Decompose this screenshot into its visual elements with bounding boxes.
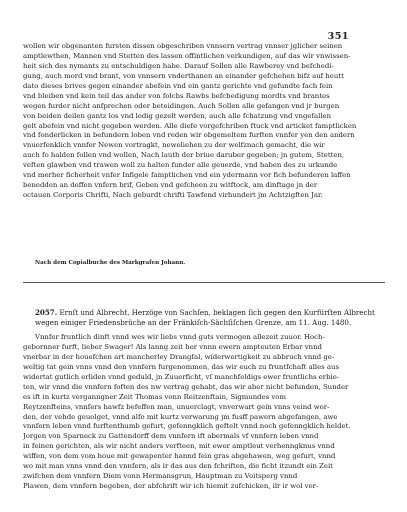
text-line: vnnfern leben vnnd furftenthumb gefurt, gefenngklich geftelt vnnd noch gefenngklich heldet.	[23, 422, 351, 431]
letter-body-continuation	[23, 42, 385, 201]
text-line: den, der vehde geuolget, vnnd alfo mit kurtz verwarung jm fusff pawern abgefangen, awe	[23, 412, 338, 421]
text-line: heit sich des nymants zu entschuldigen habe. Darauf Sollen alle Rawberey vnd befchedi-	[23, 61, 334, 70]
text-line: zwifchen dem vnnfern Diem vonn Hermansgrun, Hauptman zu Voitsperg vnnd	[23, 472, 298, 481]
text-line: widertat gutlich erliden vnnd geduld, jn Zuuerficht, vſ manchfeldigs ewer fruntlichs erbie-	[23, 372, 340, 381]
heading-line: wegen einiger Friedensbrüche an der Fränkiſch-Sächſiſchen Grenze, am 11. Aug. 1480.	[35, 317, 352, 327]
document-heading	[23, 308, 385, 328]
text-line: Jorgen von Sparneck zu Gattendorff dem vnnfern ift abermals vf vnnfern leben vnnd	[23, 432, 319, 441]
page-number: 351	[327, 31, 349, 42]
text-line: vnd fonderlicken in befundern loben vnd reden wir obgemeltem furften vnnfer yen den andern	[23, 131, 355, 140]
text-line: vnd bleiben vnd kein teil das ander von folchs Rawbs befchedigung mordts vnd brantes	[23, 91, 330, 100]
text-line: gung, auch mord vnd brant, von vnnsern vnderthanen an einander gefchehen bifz auf heutt	[23, 71, 344, 80]
text-line: weltig tat gein vnns vnnd den vnnfern furgenommen, das wir euch zu fruntfchaft alles aus	[23, 362, 339, 371]
text-line: Reytzenfteins, vnnfers hawfz befeffen man, unuerclagt, vnverwart gein vnns veind wor-	[23, 402, 330, 411]
text-line: amptlewthen, Mannen vnd Stetten des lassen offintlichen verkundigen, auf das wir vnwissen-	[23, 51, 351, 60]
text-line: benedden an deffen vnfern brif, Geben vnd gefcheen zu witftock, am dinftage jn der	[23, 181, 318, 190]
text-line: wollen wir obgenanten fursten dissen obgeschriben vnnsern vertrag vnnser jglicher seinen	[23, 42, 343, 50]
text-line: gelt abefein vnd nicht gegeben werden. Alle diefe vorgefchriben ftuck vnd articket famptlicken	[23, 121, 357, 130]
heading-text: Ernſt und Albrecht, Herzöge von Sachſen, beklagen ſich gegen den Kurfürſten Albrecht	[59, 308, 375, 317]
text-line: gebornner furft, lieber Swager! Als lanng zeit her vnnn ewern ampteuten Erbar vnnd	[23, 342, 322, 351]
text-line: es ift in kurtz verganngner Zeit Thomas vonn Reitzenftain, Sigmundes vom	[23, 392, 286, 401]
source-note: Nach dem Copialbuche des Markgrafen Johann.	[35, 260, 186, 266]
text-line: in feinen gerichten, als wir nicht anders verfteen, mit ewer amptleut verhenngknus vnnd	[23, 442, 335, 451]
text-line: wo mit man vnns vnnd den vnnfern, als ir das aus den fchriften, die ficht itzundt ein Zeit	[23, 462, 333, 471]
text-line: vnerbar in der houefchen art mancherley Drangfal, widerwertigkeit zu abbruch vnnd ge-	[23, 352, 335, 361]
section-divider	[23, 282, 385, 283]
text-line: Vnnfer fruntlich dinft vnnd wes wir liebs vnnd guts vermogen allezeit zuuor. Hoch-	[35, 333, 325, 341]
text-line: wiffen, von dem vom houe mit gewapenter hannd fein gras abgehawen, weg gefurt, vnnd	[23, 452, 336, 461]
document-number: 2057.	[35, 308, 58, 317]
text-line: vnuerfenklich vnnfer Newen vortragkt, neweliehen zu der welfznach gemacht, die wir	[23, 141, 325, 150]
text-line: ten, wir vnnd die vnnfern foften des nw vertrag gehabt, das wir aber nicht befunden, Sunder	[23, 382, 349, 391]
text-line: dato dieses brives gegen einander abefein vnd ein gantz gerichte vnd gefundte fach fein	[23, 81, 333, 90]
text-line: wegen furder nicht anfprechen oder beteidingen. Auch Sollen alle gefangen vnd jr burgen	[23, 101, 340, 110]
text-line: von beiden deilen gantz los vnd ledig gezelt werden, auch alle fchatzung vnd vngefallen	[23, 111, 332, 120]
letter-body	[23, 333, 385, 492]
text-line: octauen Corporis Chrifti, Nach geburdt chrifti Tawfend virhundert jm Achtzigften Jar.	[23, 191, 323, 200]
heading-line	[23, 308, 385, 318]
text-line: vnd merher ficherheit vnfer Infigele famptlichen vnd ein ydermann vor fich befunderen laffen	[23, 171, 351, 180]
text-line: auch fo halden follen vnd wollen, Nach lauth der briue daruber gegeben; jn gutem, Stetten,	[23, 151, 345, 160]
text-line: veften glawben vnd trawen woll zu halten funder alle geuerde, vnd haben des zu urkunde	[23, 161, 338, 170]
text-line: Plawen, dem vnnfern begeben, der abfchrift wir ich hiemit zufchicken, ilr ir wol ver-	[23, 482, 319, 491]
